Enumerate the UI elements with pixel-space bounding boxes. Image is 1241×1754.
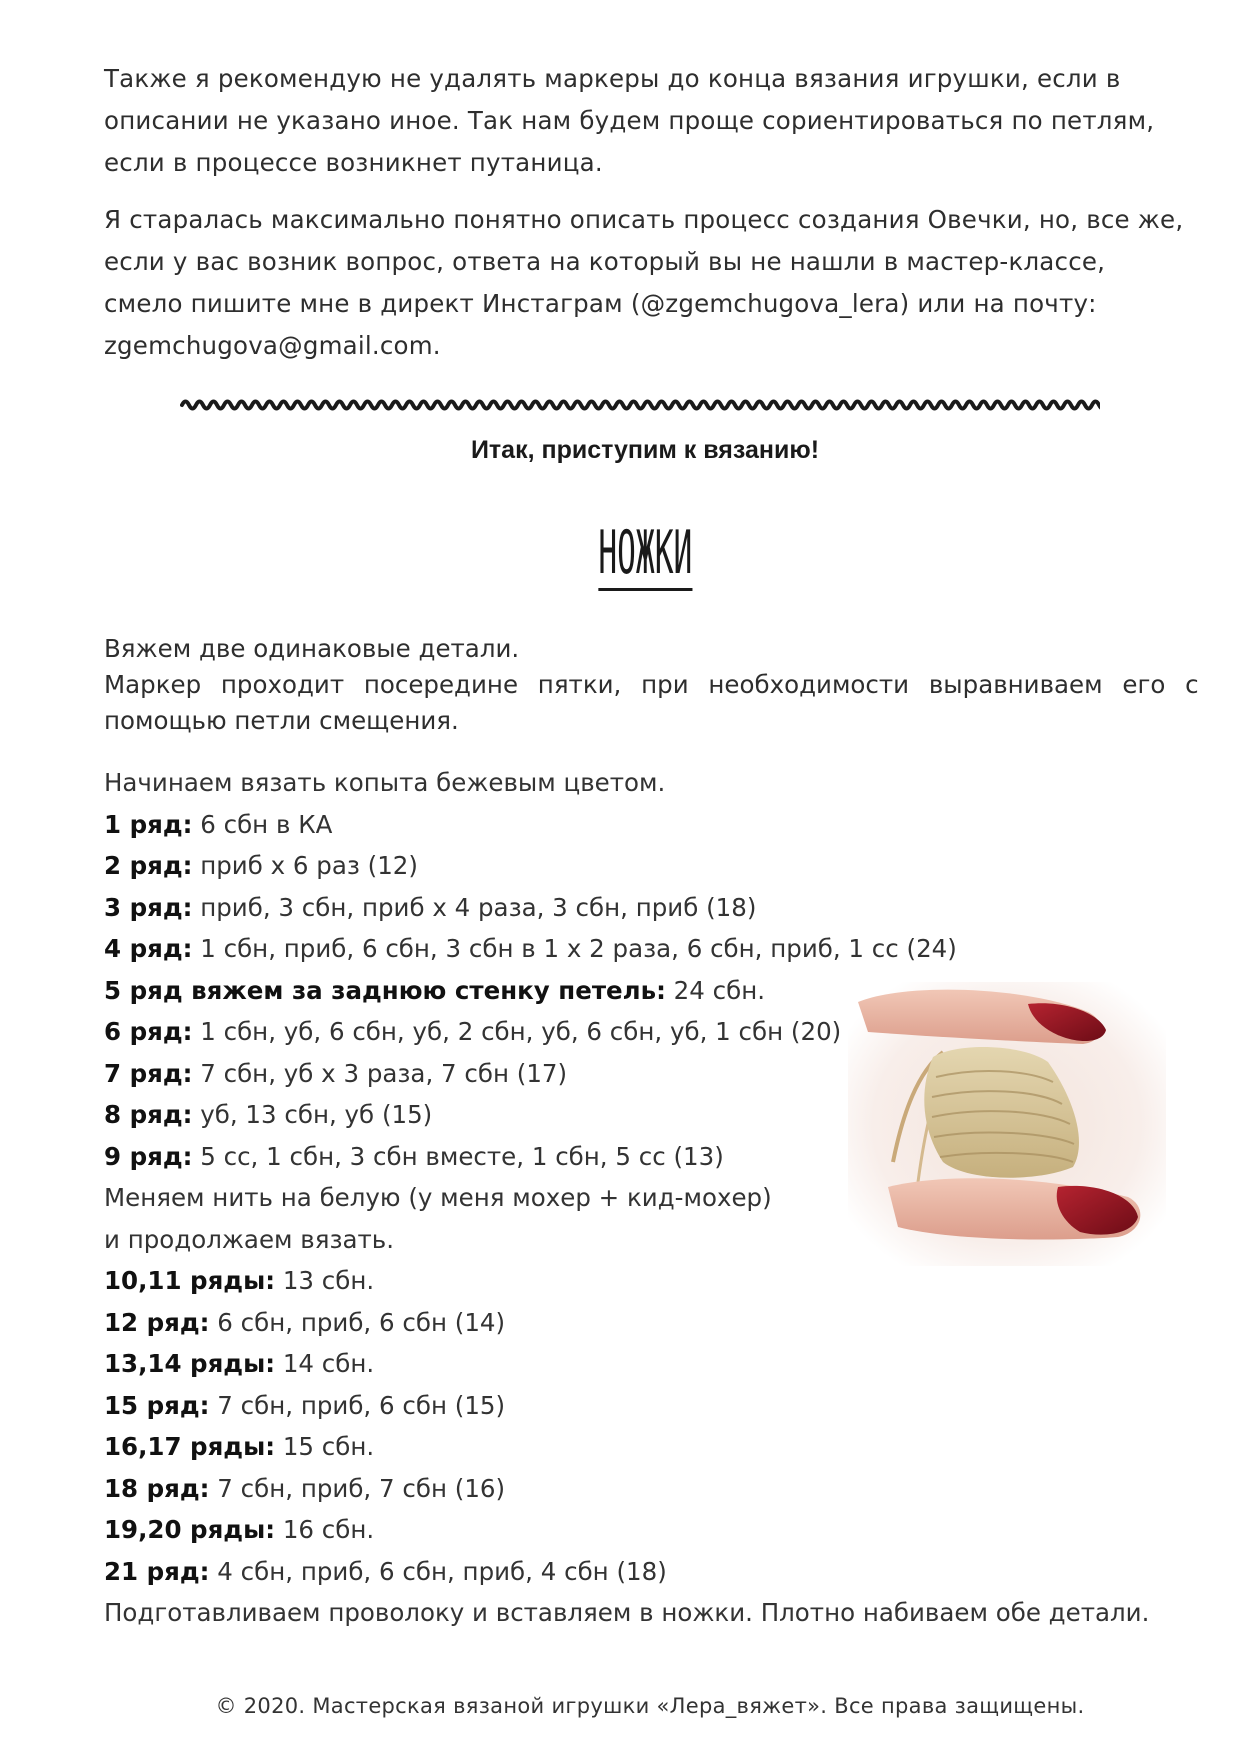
row-label: 19,20 ряды: [104,1515,276,1544]
row-label: 8 ряд: [104,1100,193,1129]
row-instructions: 16 сбн. [275,1515,375,1544]
text-line: если у вас возник вопрос, ответа на который вы не нашли в мастер-классе, [104,247,1106,276]
pattern-row [104,762,1204,804]
pattern-row [104,1260,1204,1302]
row-label: 13,14 ряды: [104,1349,276,1378]
row-label: 9 ряд: [104,1141,193,1171]
pattern-row [104,1592,1204,1634]
text-line: если в процессе возникнет путаница. [104,148,603,177]
intro-line: Вяжем две одинаковые детали. [104,634,520,663]
copyright-footer: © 2020. Мастерская вязаной игрушки «Лера_вяжет». Все права защищены. [215,1694,1085,1718]
row-instructions: Начинаем вязать копыта бежевым цветом. [104,768,666,797]
row-label: 12 ряд: [104,1307,210,1337]
row-instructions: 5 сс, 1 сбн, 3 сбн вместе, 1 сбн, 5 сс (13) [192,1141,724,1171]
section-title [0,520,1241,591]
row-label: 4 ряд: [104,934,193,963]
text-line: zgemchugova@gmail.com. [104,331,441,360]
text-line: описании не указано иное. Так нам будем проще сориентироваться по петлям, [104,106,1155,135]
section-intro [104,631,1199,739]
row-instructions: 7 сбн, приб, 6 сбн (15) [209,1390,506,1420]
row-label: 6 ряд: [104,1017,193,1046]
row-instructions: приб, 3 сбн, приб х 4 раза, 3 сбн, приб (18) [192,892,757,922]
row-instructions: 1 сбн, приб, 6 сбн, 3 сбн в 1 х 2 раза, 6 сбн, приб, 1 сс (24) [192,934,957,963]
row-instructions: 7 сбн, приб, 7 сбн (16) [209,1473,506,1503]
pattern-row [104,1385,1204,1427]
row-instructions: 13 сбн. [275,1266,375,1295]
row-label: 16,17 ряды: [104,1432,276,1461]
paragraph-markers-advice [104,58,1184,184]
pattern-row [104,887,1204,929]
row-instructions: Подготавливаем проволоку и вставляем в ножки. Плотно набиваем обе детали. [104,1598,1150,1627]
pattern-row [104,1551,1204,1593]
row-instructions: 14 сбн. [275,1349,375,1378]
pattern-row [104,1426,1204,1468]
pattern-row [104,804,1204,846]
text-line: Также я рекомендую не удалять маркеры до конца вязания игрушки, если в [104,64,1121,93]
row-instructions: Меняем нить на белую (у меня мохер + кид-мохер) [104,1183,772,1212]
text-line: смело пишите мне в директ Инстаграм (@zgemchugova_lera) или на почту: [104,289,1097,318]
intro-line: помощью петли смещения. [104,706,459,735]
row-label: 5 ряд вяжем за заднюю стенку петель: [104,975,666,1005]
pattern-row [104,845,1204,887]
row-instructions: и продолжаем вязать. [104,1224,395,1254]
row-label: 15 ряд: [104,1390,210,1420]
pattern-row [104,928,1204,970]
row-instructions: 4 сбн, приб, 6 сбн, приб, 4 сбн (18) [209,1556,667,1586]
lets-start-heading: Итак, приступим к вязанию! [470,436,820,464]
row-instructions: 7 сбн, уб х 3 раза, 7 сбн (17) [192,1058,568,1088]
wavy-divider [180,390,1100,420]
row-label: 2 ряд: [104,851,193,880]
row-instructions: 6 сбн, приб, 6 сбн (14) [209,1307,506,1337]
pattern-row [104,1509,1204,1551]
row-label: 3 ряд: [104,892,193,922]
section-title-text: НОЖКИ [598,520,692,591]
intro-line: Маркер проходит посередине пятки, при необходимости выравниваем его с [104,670,1199,699]
crochet-hoof-photo [848,982,1166,1266]
row-instructions: 24 сбн. [665,975,766,1005]
row-instructions: 15 сбн. [275,1432,375,1461]
row-label: 1 ряд: [104,809,193,839]
paragraph-contact-info [104,199,1184,367]
text-line: Я старалась максимально понятно описать процесс создания Овечки, но, все же, [104,205,1184,234]
pattern-row [104,1468,1204,1510]
row-label: 10,11 ряды: [104,1266,276,1295]
row-label: 21 ряд: [104,1556,210,1586]
row-label: 18 ряд: [104,1473,210,1503]
row-instructions: 1 сбн, уб, 6 сбн, уб, 2 сбн, уб, 6 сбн, уб, 1 сбн (20) [192,1017,842,1046]
pattern-row [104,1302,1204,1344]
row-instructions: уб, 13 сбн, уб (15) [192,1100,433,1129]
row-label: 7 ряд: [104,1058,193,1088]
pattern-row [104,1343,1204,1385]
row-instructions: приб х 6 раз (12) [192,851,418,880]
row-instructions: 6 сбн в КА [192,809,333,839]
